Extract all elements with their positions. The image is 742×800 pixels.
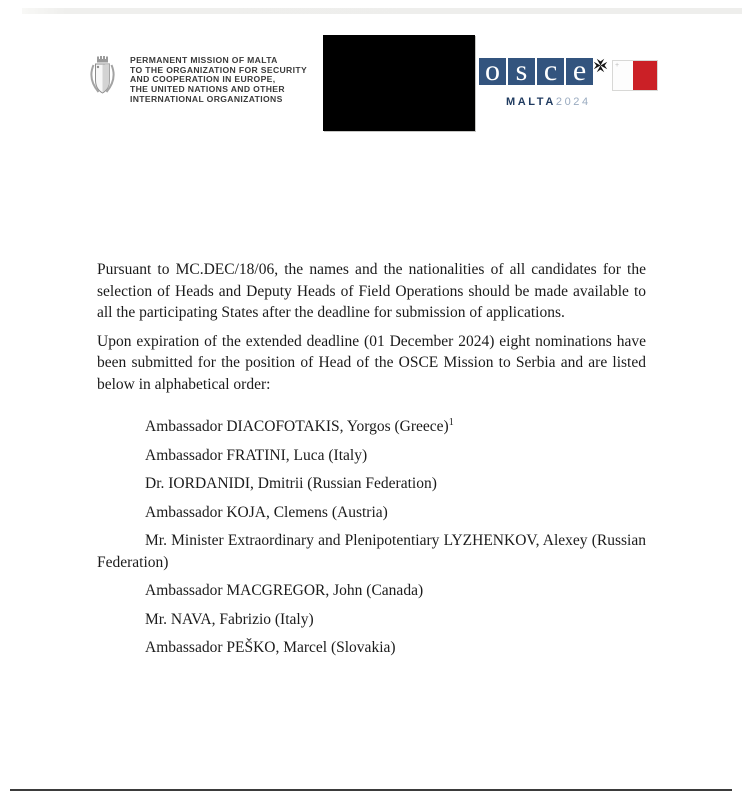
paragraph-deadline: Upon expiration of the extended deadline (01 December 2024) eight nominations have been submitted for the position of Head of the OSCE Mission to Serbia and are listed below in alphabetical order: (97, 332, 646, 393)
osce-letter-s: s (508, 58, 535, 85)
candidate-item: Ambassador PEŠKO, Marcel (Slovakia) (145, 639, 396, 656)
osce-wordmark (506, 96, 591, 108)
candidate-item: Mr. NAVA, Fabrizio (Italy) (145, 610, 314, 628)
osce-malta-2024-logo (479, 58, 694, 110)
paragraph-mandate: Pursuant to MC.DEC/18/06, the names and the nationalities of all candidates for the selection of Heads and Deputy Heads of Field Operations should be made available to all the participating States after the deadline for submission of applications. (97, 261, 646, 321)
osce-letter-squares (479, 58, 593, 85)
candidate-item: Ambassador KOJA, Clemens (Austria) (145, 503, 388, 521)
candidate-item: Ambassador DIACOFOTAKIS, Yorgos (Greece)$^1$ (145, 416, 454, 435)
mission-line: INTERNATIONAL ORGANIZATIONS (130, 93, 283, 104)
candidate-item: Dr. IORDANIDI, Dmitrii (Russian Federation) (145, 475, 437, 492)
document-body (97, 259, 646, 666)
osce-letter-o: o (479, 58, 506, 85)
mission-line: AND COOPERATION IN EUROPE, (130, 74, 276, 85)
wordmark-malta: MALTA (506, 96, 556, 108)
malta-coat-of-arms-icon (87, 54, 118, 104)
scan-edge-artifact (22, 8, 742, 14)
malta-flag-icon (612, 60, 658, 91)
footnote-ref: 1 (448, 416, 454, 428)
footer-rule (10, 789, 732, 791)
candidate-item: Ambassador MACGREGOR, John (Canada) (145, 582, 424, 599)
candidate-item: Ambassador FRATINI, Luca (Italy) (145, 446, 368, 464)
wordmark-year: 2024 (555, 96, 591, 108)
candidate-item: Mr. Minister Extraordinary and Plenipotentiary LYZHENKOV, Alexey (Russian Federation) (97, 532, 646, 571)
candidate-list (97, 416, 646, 659)
osce-letter-c: c (537, 58, 564, 85)
redaction-box (323, 35, 475, 131)
george-cross-mark: + (615, 62, 620, 69)
mission-line: TO THE ORGANIZATION FOR SECURITY (130, 64, 308, 75)
maltese-cross-icon (593, 58, 608, 73)
mission-line: PERMANENT MISSION OF MALTA (130, 55, 278, 65)
mission-line: THE UNITED NATIONS AND OTHER (130, 84, 285, 95)
osce-letter-e: e (566, 58, 593, 85)
mission-title (130, 56, 330, 105)
